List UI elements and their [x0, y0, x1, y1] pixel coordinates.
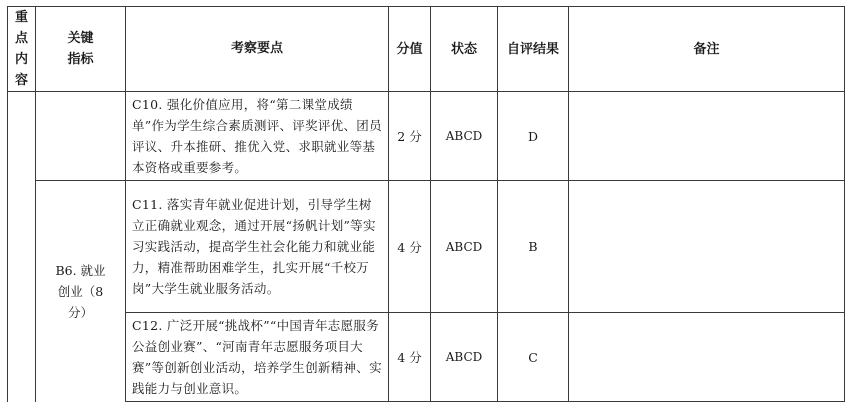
assessment-point-c10: C10. 强化价值应用，将“第二课堂成绩单”作为学生综合素质测评、评奖评优、团员评议、升本推研、推优入党、求职就业等基本资格或重要参考。: [126, 92, 389, 181]
evaluation-table: [7, 6, 845, 402]
header-row: [8, 7, 845, 92]
remarks-cell: [569, 181, 845, 313]
remarks-cell: [569, 313, 845, 402]
self-eval-result-cell: C: [498, 313, 569, 402]
status-cell: ABCD: [431, 313, 498, 402]
remarks-cell: [569, 92, 845, 181]
header-key-indicator: 关键指标: [36, 7, 126, 92]
header-assessment-points: 考察要点: [126, 7, 389, 92]
score-cell: 4 分: [389, 181, 431, 313]
self-eval-result-cell: D: [498, 92, 569, 181]
indicator-b6-label: B6. 就业创业（8 分）: [55, 262, 106, 320]
assessment-point-c12: C12. 广泛开展“挑战杯”“中国青年志愿服务公益创业赛”、“河南青年志愿服务项目大赛”等创新创业活动，培养学生创新精神、实践能力与创业意识。: [126, 313, 389, 402]
header-status: 状态: [431, 7, 498, 92]
score-cell: 4 分: [389, 313, 431, 402]
indicator-b6-cell: [36, 181, 126, 402]
self-eval-result-cell: B: [498, 181, 569, 313]
table-row: [8, 92, 845, 181]
header-score: 分值: [389, 7, 431, 92]
evaluation-table-container: [7, 6, 844, 400]
score-cell: 2 分: [389, 92, 431, 181]
status-cell: ABCD: [431, 92, 498, 181]
header-self-eval-result: 自评结果: [498, 7, 569, 92]
indicator-cell: [36, 92, 126, 181]
focus-content-cell: [8, 92, 36, 402]
header-focus-content: 重点内容: [8, 7, 36, 92]
assessment-point-c11: C11. 落实青年就业促进计划，引导学生树立正确就业观念，通过开展“扬帆计划”等实习实践活动，提高学生社会化能力和就业能力，精准帮助困难学生，扎实开展“千校万岗”大学生就业服务活动。: [126, 181, 389, 313]
table-row: [8, 313, 845, 402]
status-cell: ABCD: [431, 181, 498, 313]
header-remarks: 备注: [569, 7, 845, 92]
table-row: [8, 181, 845, 313]
